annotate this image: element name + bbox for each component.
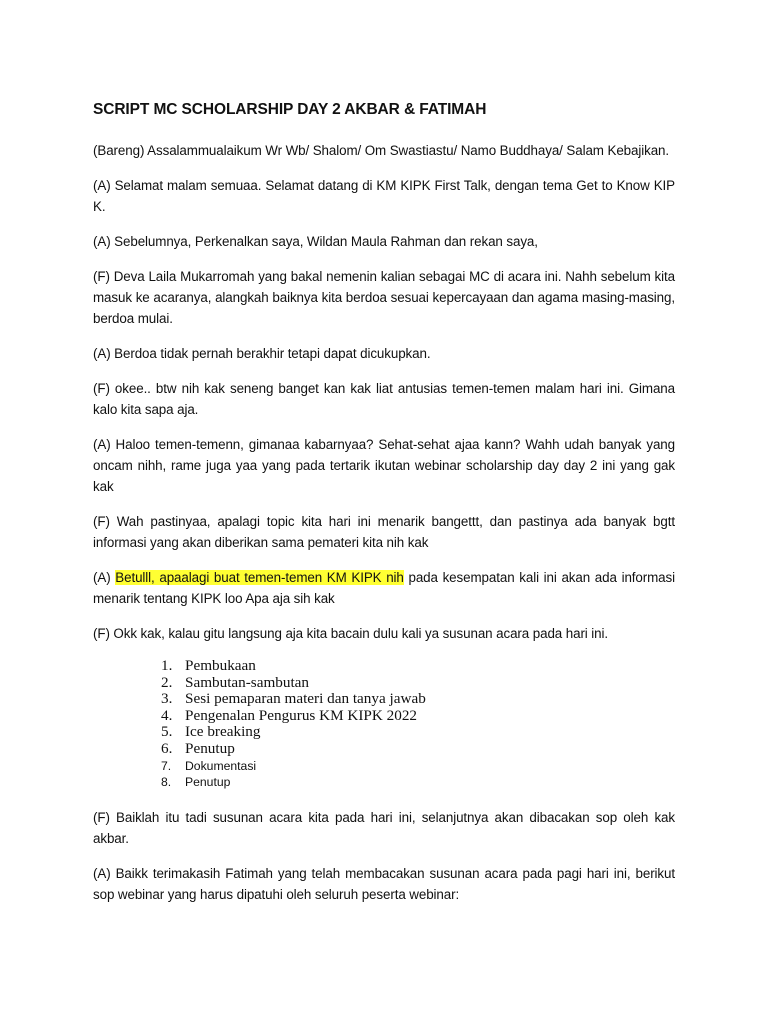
agenda-item-number: 2. — [161, 673, 173, 691]
agenda-item-text: Penutup — [185, 739, 235, 757]
highlight-suffix: pada kesempatan kali ini akan ada informasi menarik tentang KIPK loo Apa aja sih kak — [93, 570, 675, 606]
paragraph-audience-hello: (A) Haloo temen-temenn, gimanaa kabarnyaa? Sehat-sehat ajaa kann? Wahh udah banyak yang oncam nihh, rame juga yaa yang pada tertarik ikutan webinar scholarship day day 2 ini yang gak kak — [93, 437, 675, 494]
agenda-item — [161, 758, 743, 775]
paragraph-welcome: (A) Selamat malam semuaa. Selamat datang di KM KIPK First Talk, dengan tema Get to Know KIP K. — [93, 178, 675, 214]
paragraph-greet-audience: (F) okee.. btw nih kak seneng banget kan kak liat antusias temen-temen malam hari ini. Gimana kalo kita sapa aja. — [93, 381, 675, 417]
paragraph-greeting: (Bareng) Assalammualaikum Wr Wb/ Shalom/ Om Swastiastu/ Namo Buddhaya/ Salam Kebajikan. — [93, 143, 670, 158]
agenda-item — [161, 675, 743, 692]
agenda-item-text: Dokumentasi — [185, 758, 257, 773]
agenda-item-number: 1. — [161, 657, 173, 674]
document-title: SCRIPT MC SCHOLARSHIP DAY 2 AKBAR & FATIMAH — [93, 101, 487, 118]
document-page — [93, 100, 675, 919]
paragraph-topic: (F) Wah pastinyaa, apalagi topic kita hari ini menarik bangettt, dan pastinya ada banyak bgtt informasi yang akan diberikan sama pemateri kita nih kak — [93, 514, 675, 550]
agenda-item — [161, 708, 743, 725]
agenda-item-text: Penutup — [185, 775, 231, 790]
paragraph-prayer-invite: (F) Deva Laila Mukarromah yang bakal nemenin kalian sebagai MC di acara ini. Nahh sebelum kita masuk ke acaranya, alangkah baiknya kita berdoa sesuai kepercayaan dan agama masing-masing, berdoa mulai. — [93, 269, 675, 326]
agenda-item-number: 7. — [161, 758, 172, 773]
agenda-item — [161, 774, 743, 791]
agenda-item-text: Sesi pemaparan materi dan tanya jawab — [185, 690, 426, 708]
agenda-item — [161, 658, 743, 675]
agenda-item-number: 4. — [161, 706, 173, 724]
agenda-item-number: 5. — [161, 723, 173, 741]
agenda-item-text: Ice breaking — [185, 723, 261, 741]
agenda-item-text: Pembukaan — [185, 657, 256, 674]
highlight-prefix: (A) — [93, 570, 116, 585]
agenda-item-number: 3. — [161, 690, 173, 708]
agenda-list — [161, 658, 743, 791]
paragraph-introduction: (A) Sebelumnya, Perkenalkan saya, Wildan Maula Rahman dan rekan saya, — [93, 234, 538, 249]
highlighted-text: Betulll, apaalagi buat temen-temen KM KIPK nih — [115, 570, 404, 585]
agenda-item-text: Pengenalan Pengurus KM KIPK 2022 — [185, 706, 418, 724]
agenda-item-text: Sambutan-sambutan — [185, 673, 310, 691]
paragraph-prayer-close: (A) Berdoa tidak pernah berakhir tetapi dapat dicukupkan. — [93, 346, 431, 361]
agenda-item-number: 6. — [161, 739, 173, 757]
agenda-item-number: 8. — [161, 775, 172, 790]
agenda-item — [161, 724, 743, 741]
agenda-item — [161, 741, 743, 758]
agenda-item — [161, 691, 743, 708]
paragraph-agenda-close: (F) Baiklah itu tadi susunan acara kita pada hari ini, selanjutnya akan dibacakan sop oleh kak akbar. — [93, 809, 675, 846]
paragraph-agenda-intro: (F) Okk kak, kalau gitu langsung aja kita bacain dulu kali ya susunan acara pada hari ini. — [93, 626, 609, 641]
paragraph-sop-intro: (A) Baikk terimakasih Fatimah yang telah membacakan susunan acara pada pagi hari ini, berikut sop webinar yang harus dipatuhi oleh seluruh peserta webinar: — [93, 865, 675, 902]
paragraph-highlighted — [93, 567, 675, 609]
